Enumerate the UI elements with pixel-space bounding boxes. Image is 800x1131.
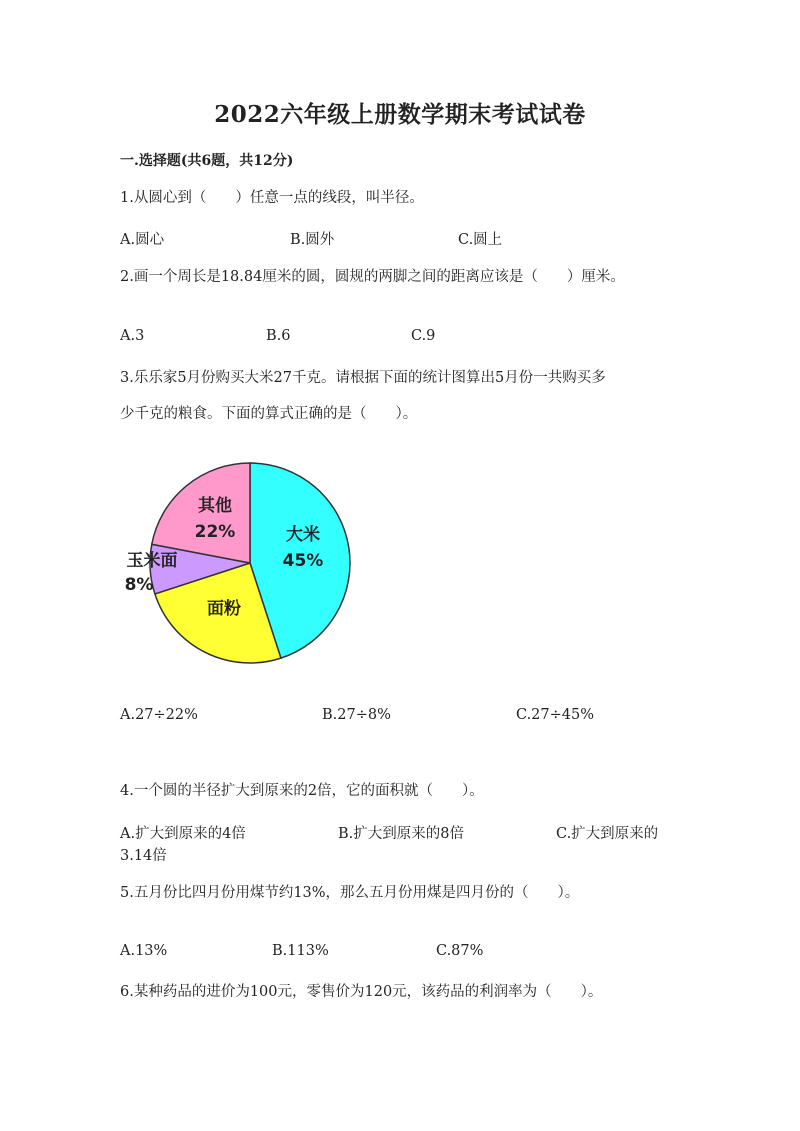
slice-label-mianfen: 面粉 [207,599,241,619]
question-6: 6.某种药品的进价为100元，零售价为120元，该药品的利润率为（ ）。 [120,984,603,1000]
section-heading: 一.选择题(共6题，共12分) [120,153,294,169]
pie-chart [110,455,370,670]
q3-option-c: C.27÷45% [516,707,595,723]
slice-value-dami: 45% [282,551,324,571]
q5-option-a: A.13% [120,943,168,959]
question-3-line-1: 3.乐乐家5月份购买大米27千克。请根据下面的统计图算出5月份一共购买多 [120,370,606,386]
q1-option-a: A.圆心 [120,232,165,248]
q3-option-a: A.27÷22% [120,707,198,723]
q5-option-c: C.87% [436,943,484,959]
q1-option-c: C.圆上 [458,232,503,248]
slice-label-yumimian: 玉米面 [126,551,178,571]
q1-option-b: B.圆外 [290,232,335,248]
q2-option-b: B.6 [266,328,291,344]
slice-label-dami: 大米 [286,525,320,545]
question-3-line-2: 少千克的粮食。下面的算式正确的是（ ）。 [120,406,418,422]
q3-option-b: B.27÷8% [322,707,391,723]
question-1: 1.从圆心到（ ）任意一点的线段，叫半径。 [120,190,424,206]
q4-option-a: A.扩大到原来的4倍 [120,826,246,842]
pie-chart-svg [110,455,370,670]
q2-option-a: A.3 [120,328,145,344]
question-4: 4.一个圆的半径扩大到原来的2倍，它的面积就（ ）。 [120,783,484,799]
slice-label-qita: 其他 [198,496,232,516]
q4-option-c-continued: 3.14倍 [120,848,167,864]
q4-option-b: B.扩大到原来的8倍 [338,826,464,842]
page-title: 2022六年级上册数学期末考试试卷 [214,101,586,128]
q4-option-c: C.扩大到原来的 [556,826,659,842]
slice-value-yumimian: 8% [124,575,154,595]
q5-option-b: B.113% [272,943,329,959]
slice-value-qita: 22% [194,522,236,542]
question-5: 5.五月份比四月份用煤节约13%，那么五月份用煤是四月份的（ ）。 [120,885,580,901]
question-2: 2.画一个周长是18.84厘米的圆，圆规的两脚之间的距离应该是（ ）厘米。 [120,269,625,285]
q2-option-c: C.9 [411,328,436,344]
